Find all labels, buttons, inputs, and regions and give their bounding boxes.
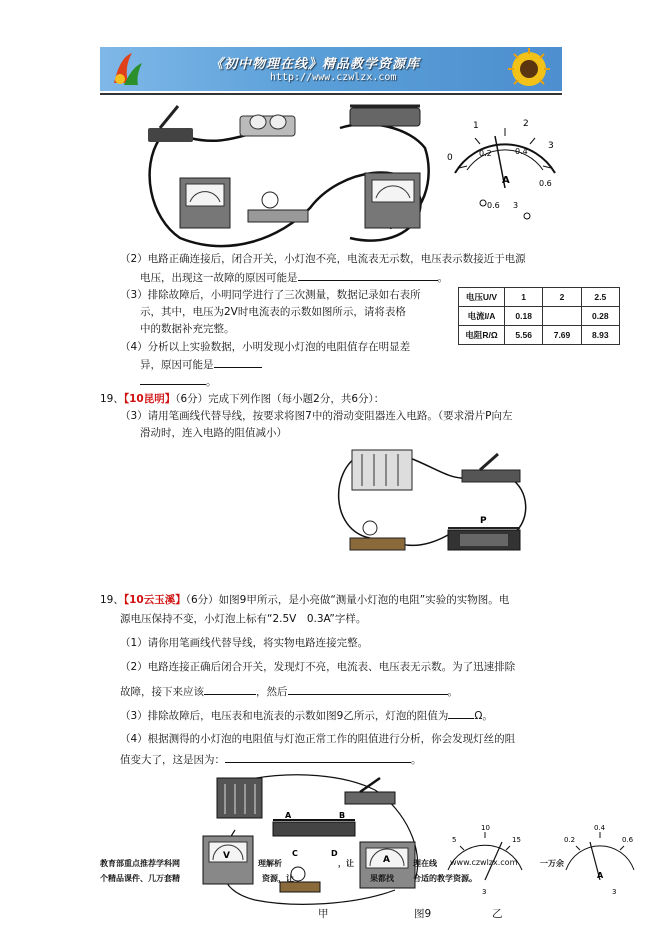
table-cell: 1 xyxy=(505,288,543,307)
answer-blank[interactable] xyxy=(298,270,438,281)
caption-fig9: 图9 xyxy=(414,908,432,920)
ammeter-dial-yi xyxy=(560,820,640,900)
circuit-diagram-fig9-jia xyxy=(195,770,445,910)
dial-label: 0 xyxy=(447,153,453,163)
dial-label: 0.6 xyxy=(622,836,634,844)
footer-fragment: 果都找 xyxy=(370,874,394,883)
dial-label: 1 xyxy=(473,121,479,131)
caption-jia: 甲 xyxy=(318,908,329,920)
terminal-label: C xyxy=(292,849,298,858)
footer-line1: 教育部重点推荐学科网 xyxy=(100,859,180,868)
answer-blank[interactable] xyxy=(204,684,256,695)
dial-unit: A xyxy=(597,871,604,880)
dial-label: 3 xyxy=(548,141,554,151)
q19b-p4-line2: 值变大了，这是因为： 。 xyxy=(120,754,422,766)
footer-url[interactable]: www.czwlzx.com xyxy=(450,858,518,867)
footer-line2: 个精品课件、几万套精 xyxy=(100,874,180,883)
q-prev-p2-line2: 电压，出现这一故障的原因可能是 。 xyxy=(140,272,448,284)
dial-label: 3 xyxy=(513,201,519,210)
dial-label: 10 xyxy=(481,824,490,832)
q19a-line2: 滑动时，连入电路的阻值减小） xyxy=(140,427,287,439)
footer-fragment: 合适的教学资源。 xyxy=(413,874,477,883)
dial-label: 3 xyxy=(612,888,617,896)
table-cell: 2.5 xyxy=(581,288,619,307)
slider-label: P xyxy=(480,516,487,526)
q-prev-p4-line1: （4）分析以上实验数据，小明发现小灯泡的电阻值存在明显差 xyxy=(120,341,411,353)
q19b-p3: （3）排除故障后，电压表和电流表的示数如图9乙所示，灯泡的阻值为 Ω。 xyxy=(120,710,493,722)
q19b-line2: 源电压保持不变，小灯泡上标有“2.5V 0.3A”字样。 xyxy=(120,613,367,625)
table-cell: 2 xyxy=(543,288,581,307)
table-row xyxy=(459,326,620,345)
table-row xyxy=(459,307,620,326)
q-prev-p3-line3: 中的数据补充完整。 xyxy=(140,323,235,335)
answer-blank[interactable] xyxy=(225,752,411,763)
table-cell: 7.69 xyxy=(543,326,581,345)
header-banner xyxy=(100,47,562,91)
dial-label: 0.2 xyxy=(479,149,492,158)
answer-blank[interactable] xyxy=(214,357,262,368)
q19b-p4-line1: （4）根据测得的小灯泡的电阻值与灯泡正常工作的阻值进行分析，你会发现灯丝的阻 xyxy=(120,733,516,745)
q19b-heading: 19、【10云玉溪】（6分）如图9甲所示，是小亮做“测量小灯泡的电阻”实验的实物图。电 xyxy=(100,594,510,606)
dial-label: 0.6 xyxy=(487,201,500,210)
q19a-line1: （3）请用笔画线代替导线，按要求将图7中的滑动变阻器连入电路。（要求滑片P向左 xyxy=(120,410,513,422)
terminal-label: A xyxy=(285,811,292,820)
ammeter-dial-top xyxy=(445,108,565,223)
dial-label: 15 xyxy=(512,836,521,844)
q19b-p2-line1: （2）电路连接正确后闭合开关，发现灯不亮，电流表、电压表无示数。为了迅速排除 xyxy=(120,661,516,673)
q-prev-p3-line1: （3）排除故障后，小明同学进行了三次测量，数据记录如右表所 xyxy=(120,289,421,301)
table-cell-empty[interactable] xyxy=(543,307,581,326)
q19b-p1: （1）请你用笔画线代替导线，将实物电路连接完整。 xyxy=(120,637,369,649)
circuit-diagram-fig7 xyxy=(330,440,535,560)
table-cell: 电流I/A xyxy=(459,307,505,326)
q-prev-p2-line1: （2）电路正确连接后，闭合开关，小灯泡不亮，电流表无示数，电压表示数接近于电源 xyxy=(120,253,526,265)
table-cell: 电压U/V xyxy=(459,288,505,307)
sunflower-icon xyxy=(495,47,562,91)
banner-url: http://www.czwlzx.com xyxy=(270,72,397,83)
q19b-p2-line2: 故障，接下来应该 ，然后 。 xyxy=(120,686,458,698)
q-prev-p4-line3: 。 xyxy=(140,374,217,389)
dial-label: 5 xyxy=(452,836,457,844)
header-divider xyxy=(100,93,562,95)
data-table xyxy=(458,287,620,345)
table-row xyxy=(459,288,620,307)
q-prev-p4-line2: 异，原因可能是 xyxy=(140,357,262,372)
dial-unit: A xyxy=(502,175,510,186)
dial-label: 0.2 xyxy=(564,836,576,844)
dial-label: 2 xyxy=(523,119,529,129)
dial-label: 0.4 xyxy=(594,824,606,832)
table-cell: 0.28 xyxy=(581,307,619,326)
meter-label: V xyxy=(223,851,230,861)
footer-fragment: 理在线 xyxy=(413,859,437,868)
footer-fragment: ，让 xyxy=(338,859,354,868)
table-cell: 5.56 xyxy=(505,326,543,345)
q-prev-p3-line2: 示，其中，电压为2V时电流表的示数如图所示，请将表格 xyxy=(140,306,406,318)
table-cell: 8.93 xyxy=(581,326,619,345)
table-cell: 电阻R/Ω xyxy=(459,326,505,345)
answer-blank[interactable] xyxy=(288,684,448,695)
banner-title: 《初中物理在线》精品教学资源库 xyxy=(210,57,421,72)
dial-label: 0.6 xyxy=(539,179,552,188)
circuit-diagram-top xyxy=(140,98,440,248)
dial-label: 0.4 xyxy=(515,147,528,156)
footer-fragment: 资源，让 xyxy=(262,874,294,883)
answer-blank[interactable] xyxy=(140,374,206,385)
terminal-label: B xyxy=(339,811,346,820)
table-cell: 0.18 xyxy=(505,307,543,326)
footer-fragment: 理解析 xyxy=(258,859,282,868)
dial-label: 3 xyxy=(482,888,487,896)
footer-fragment: 一万余 xyxy=(540,859,564,868)
answer-blank[interactable] xyxy=(448,708,474,719)
caption-yi: 乙 xyxy=(492,908,503,920)
q19a-heading: 19、【10昆明】（6分）完成下列作图（每小题2分，共6分）： xyxy=(100,393,385,405)
terminal-label: D xyxy=(331,849,338,858)
meter-label: A xyxy=(383,855,390,865)
logo-icon xyxy=(106,49,146,89)
